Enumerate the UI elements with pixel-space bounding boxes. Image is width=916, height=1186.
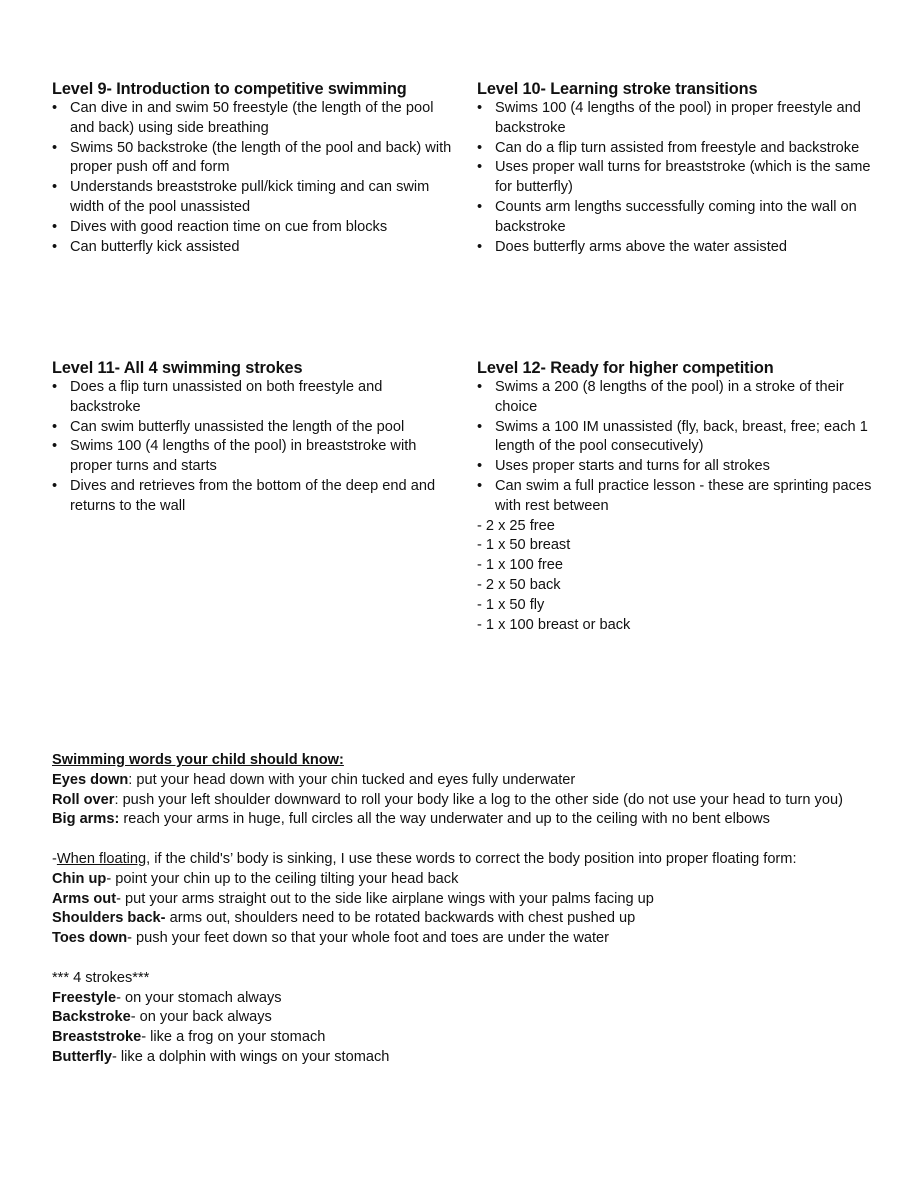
definition: reach your arms in huge, full circles all the way underwater and up to the ceiling with no bent elbows — [123, 811, 770, 828]
term-definition: Roll over: push your left shoulder downward to roll your body like a log to the other side (do not use your head to turn you) — [52, 791, 843, 808]
term: Freestyle — [52, 989, 117, 1006]
practice-set: - 2 x 50 back — [477, 576, 561, 593]
level-9-skills — [52, 99, 452, 257]
term: Shoulders back- — [52, 910, 166, 927]
term: Eyes down — [52, 771, 129, 788]
term: Breaststroke — [52, 1029, 142, 1046]
practice-sets — [477, 517, 872, 636]
level-12-skills — [477, 378, 872, 517]
skill-item: • Swims 50 backstroke (the length of the pool and back) with proper push off and form — [52, 139, 452, 179]
stroke-item — [52, 1028, 872, 1048]
level-11-title: Level 11- All 4 swimming strokes — [52, 359, 303, 377]
skill-item: • Can swim a full practice lesson - these are sprinting paces with rest between — [477, 477, 872, 517]
practice-set: - 1 x 50 breast — [477, 537, 571, 554]
definition: - like a frog on your stomach — [141, 1029, 326, 1046]
floating-intro: -When floating, if the child's’ body is sinking, I use these words to correct the body position into proper floating form: — [52, 850, 797, 867]
floating-term — [52, 929, 872, 949]
practice-set: - 1 x 100 free — [477, 557, 563, 574]
term: Butterfly — [52, 1048, 112, 1065]
skill-item: • Swims a 100 IM unassisted (fly, back, breast, free; each 1 length of the pool consecutively) — [477, 418, 872, 458]
skill-item: • Counts arm lengths successfully coming into the wall on backstroke — [477, 198, 872, 238]
practice-set: - 2 x 25 free — [477, 517, 555, 534]
level-12-section — [477, 358, 872, 635]
term: Backstroke — [52, 1009, 131, 1026]
floating-term — [52, 870, 872, 890]
skill-item: • Does a flip turn unassisted on both freestyle and backstroke — [52, 378, 452, 418]
stroke-item — [52, 1048, 872, 1068]
skill-item: • Understands breaststroke pull/kick timing and can swim width of the pool unassisted — [52, 178, 452, 218]
level-9-section — [52, 79, 452, 257]
definition: - point your chin up to the ceiling tilting your head back — [106, 870, 459, 887]
term: Toes down — [52, 930, 128, 947]
practice-set: - 1 x 50 fly — [477, 596, 545, 613]
level-9-title: Level 9- Introduction to competitive swimming — [52, 80, 407, 98]
term: Roll over — [52, 791, 115, 808]
skill-item: • Dives and retrieves from the bottom of the deep end and returns to the wall — [52, 477, 452, 517]
floating-term — [52, 890, 872, 910]
practice-set: - 1 x 100 breast or back — [477, 616, 631, 633]
definition: - put your arms straight out to the side like airplane wings with your palms facing up — [116, 890, 654, 907]
skill-item: • Swims a 200 (8 lengths of the pool) in a stroke of their choice — [477, 378, 872, 418]
skill-item: • Can butterfly kick assisted — [52, 238, 452, 258]
level-11-section — [52, 358, 452, 517]
definition: - like a dolphin with wings on your stomach — [112, 1048, 390, 1065]
skill-item: • Uses proper wall turns for breaststroke (which is the same for butterfly) — [477, 158, 872, 198]
skill-item: • Can swim butterfly unassisted the length of the pool — [52, 418, 452, 438]
skill-item: • Uses proper starts and turns for all strokes — [477, 457, 872, 477]
spacer — [52, 949, 872, 969]
floating-term — [52, 909, 872, 929]
level-10-skills — [477, 99, 872, 257]
level-11-skills — [52, 378, 452, 517]
skill-item: • Swims 100 (4 lengths of the pool) in breaststroke with proper turns and starts — [52, 437, 452, 477]
definition: push your left shoulder downward to roll your body like a log to the other side (do not use your head to turn you) — [122, 791, 843, 808]
strokes-heading: *** 4 strokes*** — [52, 969, 150, 986]
skill-item: • Can do a flip turn assisted from freestyle and backstroke — [477, 139, 872, 159]
spacer — [52, 830, 872, 850]
term: Chin up — [52, 870, 107, 887]
definition: put your head down with your chin tucked and eyes fully underwater — [136, 771, 576, 788]
definition: - push your feet down so that your whole foot and toes are under the water — [127, 930, 610, 947]
level-12-title: Level 12- Ready for higher competition — [477, 359, 774, 377]
skill-item: • Dives with good reaction time on cue from blocks — [52, 218, 452, 238]
definition: - on your back always — [130, 1009, 272, 1026]
skill-item: • Does butterfly arms above the water assisted — [477, 238, 872, 258]
swimming-words-heading: Swimming words your child should know: — [52, 752, 344, 768]
stroke-item — [52, 989, 872, 1009]
term: Arms out — [52, 890, 117, 907]
term-definition: Eyes down: put your head down with your chin tucked and eyes fully underwater — [52, 771, 576, 788]
swimming-words-section — [52, 751, 872, 1068]
definition: arms out, shoulders need to be rotated backwards with chest pushed up — [165, 910, 636, 927]
term: Big arms: — [52, 811, 120, 828]
definition: - on your stomach always — [116, 989, 282, 1006]
skill-item: • Swims 100 (4 lengths of the pool) in proper freestyle and backstroke — [477, 99, 872, 139]
level-10-section — [477, 79, 872, 257]
level-10-title: Level 10- Learning stroke transitions — [477, 80, 758, 98]
term-definition — [52, 810, 872, 830]
stroke-item — [52, 1008, 872, 1028]
skill-item: • Can dive in and swim 50 freestyle (the length of the pool and back) using side breathing — [52, 99, 452, 139]
